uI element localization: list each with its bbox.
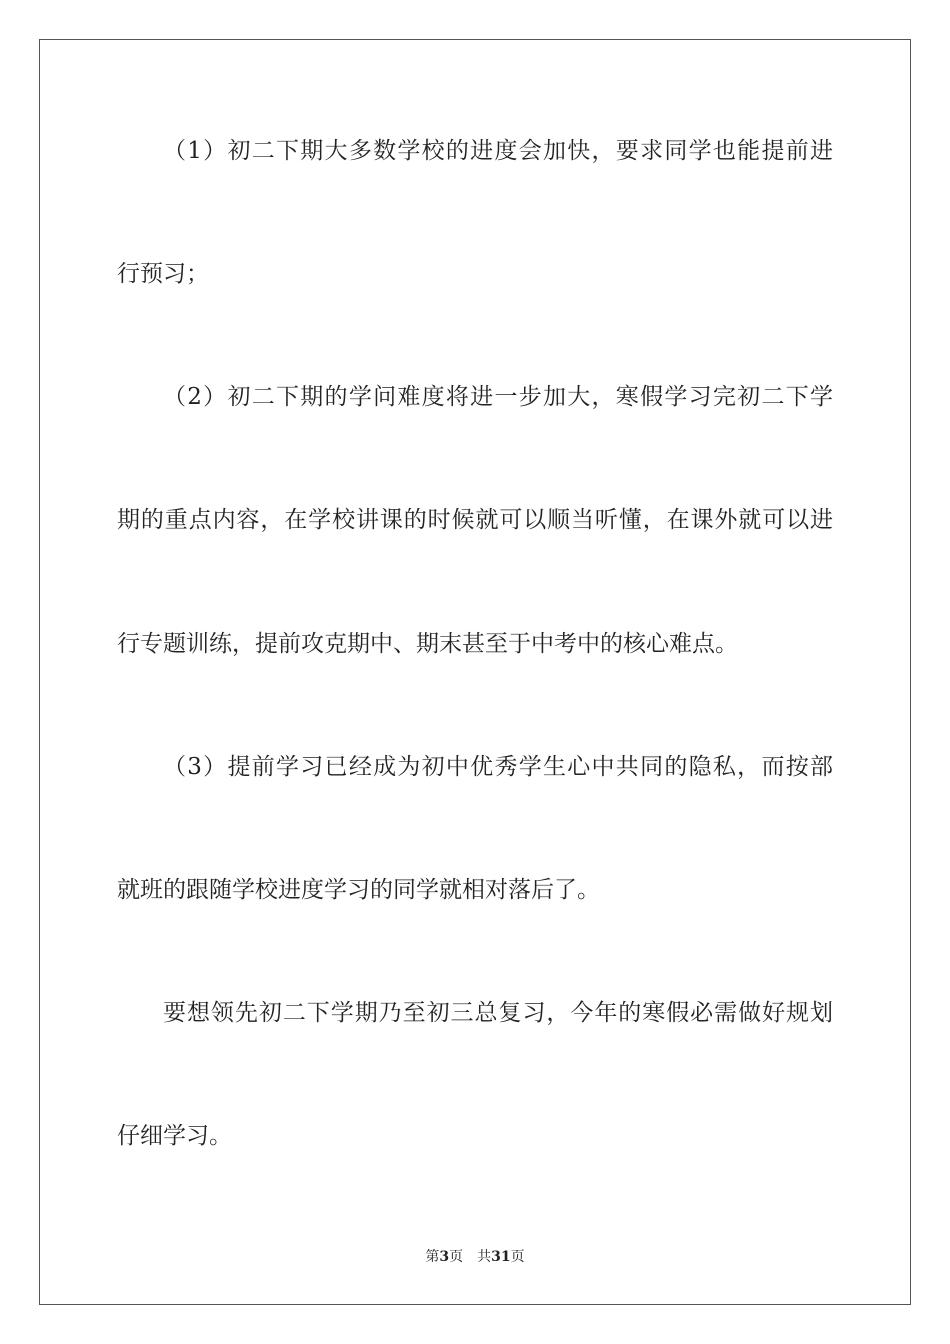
- paragraph-2-line-2: 期的重点内容，在学校讲课的时候就可以顺当听懂，在课外就可以进: [117, 507, 833, 533]
- footer-page-prefix: 第: [425, 1249, 440, 1265]
- footer-page-number: 3: [439, 1249, 450, 1265]
- paragraph-1-line-1: （1）初二下期大多数学校的进度会加快，要求同学也能提前进: [163, 138, 833, 164]
- paragraph-2-line-3: 行专题训练，提前攻克期中、期末甚至于中考中的核心难点。: [117, 631, 738, 657]
- footer-total-prefix: 共: [477, 1249, 492, 1265]
- paragraph-4-line-1: 要想领先初二下学期乃至初三总复习，今年的寒假必需做好规划: [163, 1000, 833, 1026]
- paragraph-3-line-1: （3）提前学习已经成为初中优秀学生心中共同的隐私，而按部: [163, 754, 833, 780]
- page-footer: [0, 1248, 950, 1266]
- footer-page-suffix: 页: [449, 1249, 464, 1265]
- paragraph-4-line-2: 仔细学习。: [117, 1123, 232, 1149]
- footer-total-pages: 31: [491, 1249, 511, 1265]
- footer-total-suffix: 页: [510, 1249, 525, 1265]
- paragraph-3-line-2: 就班的跟随学校进度学习的同学就相对落后了。: [117, 877, 600, 903]
- paragraph-2-line-1: （2）初二下期的学问难度将进一步加大，寒假学习完初二下学: [163, 384, 833, 410]
- paragraph-1-line-2: 行预习；: [117, 261, 209, 287]
- page-border: [39, 39, 911, 1305]
